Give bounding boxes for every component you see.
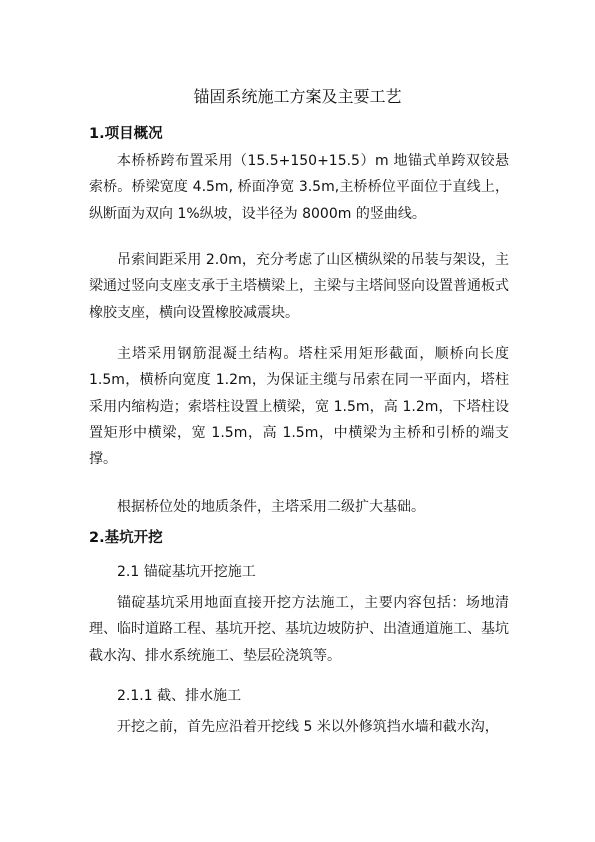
paragraph-main-tower: 主塔采用钢筋混凝土结构。塔柱采用矩形截面，顺桥向长度 1.5m，横桥向宽度 1.2m，为保证主缆与吊索在同一平面内，塔柱采用内缩构造；索塔柱设置上横梁，宽 1.5m，高 1.2m，下塔柱设置矩形中横梁，宽 1.5m，高 1.5m，中横梁为主桥和引桥的端支撑。 (89, 346, 509, 468)
paragraph-foundation: 根据桥位处的地质条件，主塔采用二级扩大基础。 (117, 499, 425, 515)
paragraph-hanger-spacing: 吊索间距采用 2.0m，充分考虑了山区横纵梁的吊装与架设，主梁通过竖向支座支承于主塔横梁上，主梁与主塔间竖向设置普通板式橡胶支座，横向设置橡胶减震块。 (89, 252, 509, 321)
paragraph-drainage-start: 开挖之前，首先应沿着开挖线 5 米以外修筑挡水墙和截水沟， (117, 719, 499, 735)
document-title: 锚固系统施工方案及主要工艺 (193, 87, 402, 106)
section-heading-excavation: 2.基坑开挖 (89, 530, 163, 546)
paragraph-excavation-method: 锚碇基坑采用地面直接开挖方法施工，主要内容包括：场地清理、临时道路工程、基坑开挖、基坑边坡防护、出渣通道施工、基坑截水沟、排水系统施工、垫层砼浇筑等。 (89, 595, 509, 664)
subheading-drainage: 2.1.1 截、排水施工 (117, 688, 242, 704)
paragraph-bridge-layout: 本桥桥跨布置采用（15.5+150+15.5）m 地锚式单跨双铰悬索桥。桥梁宽度 4.5m, 桥面净宽 3.5m,主桥桥位平面位于直线上，纵断面为双向 1%纵坡，设半径为 8000m 的竖曲线。 (89, 153, 509, 222)
subheading-anchor-excavation: 2.1 锚碇基坑开挖施工 (117, 564, 256, 580)
section-heading-project-overview: 1.项目概况 (89, 126, 163, 142)
